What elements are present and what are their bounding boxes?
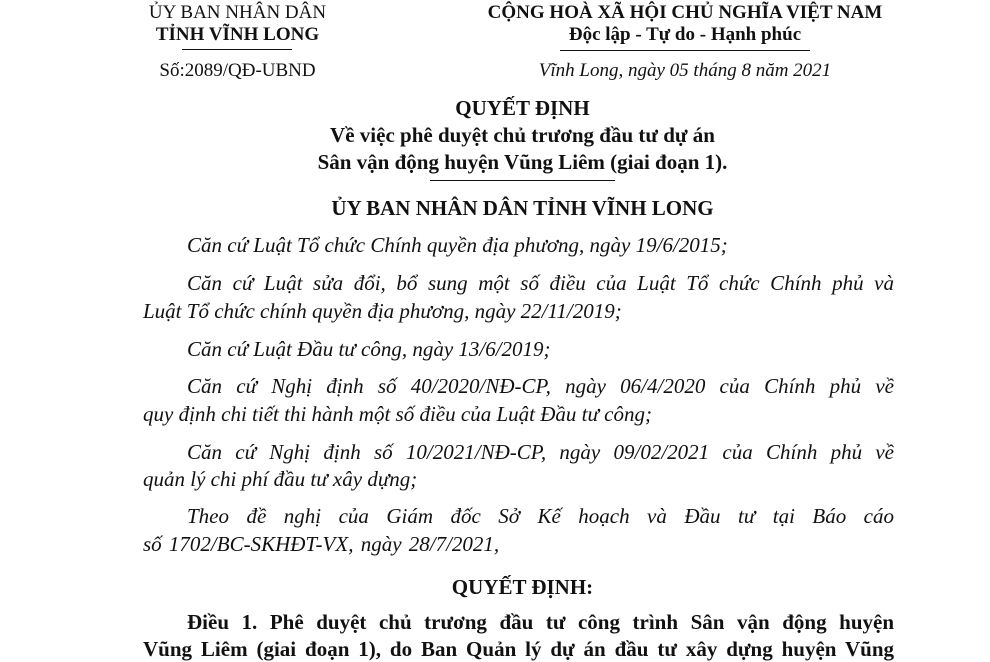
proposal-basis-line-1: Theo đề nghị của Giám đốc Sở Kế hoạch và Đầu tư tại Báo cáo <box>187 504 894 528</box>
legal-basis-2-line-2: Luật Tổ chức chính quyền địa phương, ngày 22/11/2019; <box>143 299 622 323</box>
issuing-authority: ỦY BAN NHÂN DÂN TỈNH VĨNH LONG <box>331 196 714 220</box>
subject-underline <box>430 180 615 181</box>
legal-basis-4-line-1: Căn cứ Nghị định số 40/2020/NĐ-CP, ngày 06/4/2020 của Chính phủ về <box>187 374 894 398</box>
subject-line-1: Về việc phê duyệt chủ trương đầu tư dự án <box>330 123 715 147</box>
legal-basis-1: Căn cứ Luật Tổ chức Chính quyền địa phương, ngày 19/6/2015; <box>187 233 728 257</box>
subject-line-2: Sân vận động huyện Vũng Liêm (giai đoạn 1). <box>317 150 728 174</box>
national-title: CỘNG HOÀ XÃ HỘI CHỦ NGHĨA VIỆT NAM <box>487 2 883 23</box>
agency-underline <box>182 49 292 50</box>
legal-basis-5-line-2: quản lý chi phí đầu tư xây dựng; <box>143 467 418 491</box>
place-and-date: Vĩnh Long, ngày 05 tháng 8 năm 2021 <box>538 60 832 81</box>
article-1-line-1: Điều 1. Phê duyệt chủ trương đầu tư công trình Sân vận động huyện <box>187 610 894 634</box>
document-number: Số:2089/QĐ-UBND <box>159 60 316 81</box>
motto-underline <box>560 50 810 51</box>
article-1-line-2: Vũng Liêm (giai đoạn 1), do Ban Quản lý dự án đầu tư xây dựng huyện Vũng <box>143 637 894 661</box>
agency-name-line1: ỦY BAN NHÂN DÂN <box>148 2 327 23</box>
legal-basis-5-line-1: Căn cứ Nghị định số 10/2021/NĐ-CP, ngày 09/02/2021 của Chính phủ về <box>187 440 894 464</box>
document-type-title: QUYẾT ĐỊNH <box>455 96 590 120</box>
decision-heading: QUYẾT ĐỊNH: <box>451 575 594 599</box>
national-motto: Độc lập - Tự do - Hạnh phúc <box>568 24 802 45</box>
agency-name-line2: TỈNH VĨNH LONG <box>155 24 320 45</box>
legal-basis-2-line-1: Căn cứ Luật sửa đổi, bổ sung một số điều của Luật Tổ chức Chính phủ và <box>187 271 894 295</box>
proposal-basis-line-2: số 1702/BC-SKHĐT-VX, ngày 28/7/2021, <box>143 532 500 556</box>
legal-basis-3: Căn cứ Luật Đầu tư công, ngày 13/6/2019; <box>187 337 551 361</box>
legal-basis-4-line-2: quy định chi tiết thi hành một số điều của Luật Đầu tư công; <box>143 402 652 426</box>
